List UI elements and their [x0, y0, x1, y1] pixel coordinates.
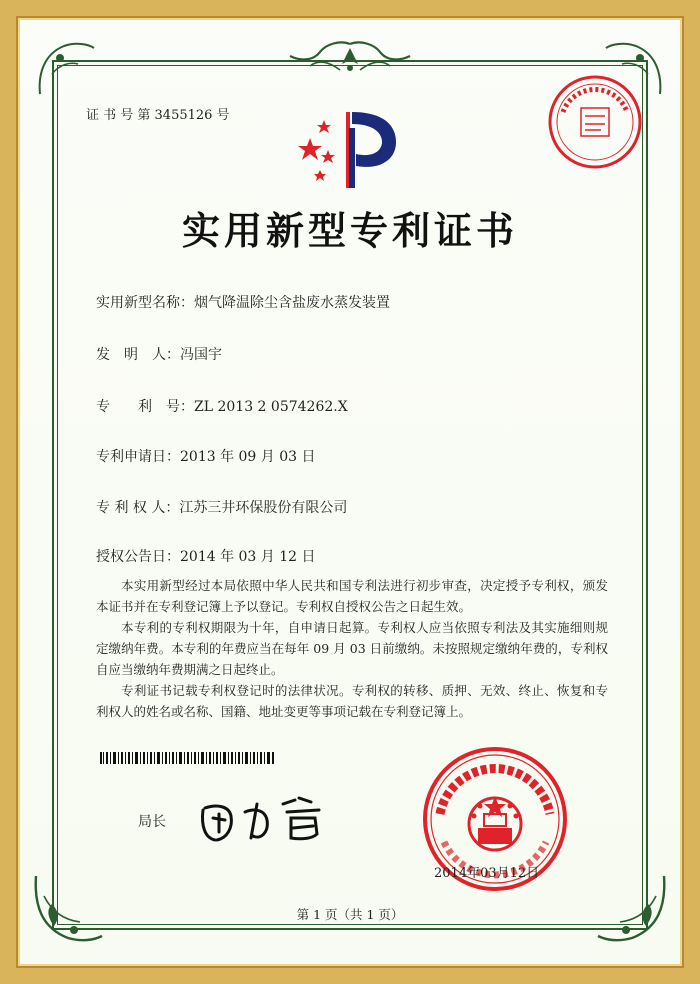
body-paragraph: 本实用新型经过本局依照中华人民共和国专利法进行初步审查，决定授予专利权，颁发本证书并在专利登记簿上予以登记。专利权自授权公告之日起生效。 [96, 578, 608, 614]
seal-date: 2014年03月12日 [434, 866, 540, 881]
field-value: 2014 年 03 月 12 日 [180, 549, 316, 565]
field-label: 专 利 号： [96, 399, 194, 415]
corner-ornament-icon [30, 34, 100, 104]
field-value: ZL 2013 2 0574262.X [194, 399, 348, 415]
field-patent-number [96, 396, 348, 416]
field-label: 授权公告日： [96, 549, 180, 565]
field-label: 发 明 人： [96, 347, 180, 363]
page-number: 第 1 页（共 1 页） [296, 907, 404, 922]
field-application-date [96, 446, 316, 466]
body-paragraph: 本专利的专利权期限为十年，自申请日起算。专利权人应当依照专利法及其实施细则规定缴纳年费。本专利的年费应当在每年 09 月 03 日前缴纳。未按照规定缴纳年费的，专利权自应当缴纳年费期满之日起终止。 [96, 620, 608, 677]
field-inventor [96, 344, 222, 364]
field-grant-date [96, 546, 316, 566]
field-utility-model-name [96, 292, 390, 312]
field-label: 专利申请日： [96, 449, 180, 465]
field-label: 专 利 权 人： [96, 500, 180, 516]
director-label: 局长 [138, 814, 166, 830]
field-value: 冯国宇 [180, 347, 222, 363]
field-patentee [96, 497, 347, 517]
field-label: 实用新型名称： [96, 295, 194, 311]
agency-stamp-icon [545, 72, 645, 172]
field-value: 烟气降温除尘含盐废水蒸发装置 [194, 295, 390, 311]
field-value: 江苏三井环保股份有限公司 [179, 500, 348, 516]
top-ornament-icon [280, 38, 420, 78]
sipo-logo-icon [294, 108, 404, 192]
signature-icon [195, 790, 335, 850]
certificate-title: 实用新型专利证书 [181, 208, 518, 253]
barcode-icon [100, 752, 274, 764]
certificate-number: 证 书 号 第 3455126 号 [86, 108, 230, 123]
field-value: 2013 年 09 月 03 日 [180, 449, 316, 465]
body-paragraph: 专利证书记载专利权登记时的法律状况。专利权的转移、质押、无效、终止、恢复和专利权人的姓名或名称、国籍、地址变更等事项记载在专利登记簿上。 [96, 683, 608, 719]
